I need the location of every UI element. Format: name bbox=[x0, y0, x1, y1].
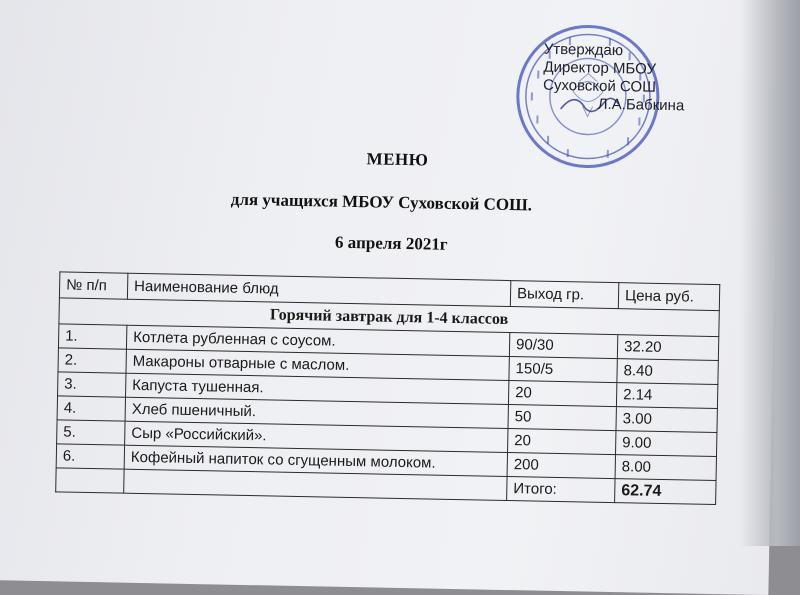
menu-table bbox=[55, 271, 720, 505]
row-portion: 20 bbox=[508, 429, 616, 455]
row-price: 32.20 bbox=[617, 335, 718, 361]
approval-line: Суховской СОШ bbox=[542, 76, 657, 96]
approval-signature-name: Л.А.Бабкина bbox=[597, 95, 685, 115]
row-dish: Макароны отварные с маслом. bbox=[126, 349, 509, 380]
row-dish: Капуста тушенная. bbox=[126, 373, 509, 404]
row-price: 3.00 bbox=[616, 407, 717, 433]
approval-line: Директор МБОУ bbox=[543, 58, 657, 78]
row-portion: 200 bbox=[507, 453, 615, 479]
row-price: 2.14 bbox=[616, 383, 717, 409]
row-number: 6. bbox=[56, 444, 124, 469]
row-portion: 150/5 bbox=[509, 357, 617, 383]
row-dish: Хлеб пшеничный. bbox=[125, 397, 508, 428]
row-number: 4. bbox=[57, 396, 125, 421]
row-dish: Котлета рубленная с соусом. bbox=[126, 325, 509, 356]
column-header-portion: Выход гр. bbox=[510, 281, 618, 309]
section-heading: Горячий завтрак для 1-4 классов bbox=[59, 298, 719, 337]
paper-edge-shadow bbox=[740, 0, 800, 546]
approval-block bbox=[543, 41, 686, 116]
column-header-number: № п/п bbox=[59, 272, 127, 299]
row-number: 1. bbox=[58, 324, 126, 349]
row-portion: 50 bbox=[508, 405, 616, 431]
row-number: 3. bbox=[58, 372, 126, 397]
total-label: Итого: bbox=[507, 477, 615, 503]
row-price: 9.00 bbox=[616, 431, 717, 457]
approval-line: Утверждаю bbox=[543, 40, 624, 60]
page-title: МЕНЮ bbox=[366, 149, 429, 170]
column-header-price: Цена руб. bbox=[618, 283, 719, 311]
row-portion: 20 bbox=[508, 381, 616, 407]
row-number: 5. bbox=[57, 420, 125, 445]
empty-cell bbox=[56, 468, 124, 493]
row-number: 2. bbox=[58, 348, 126, 373]
row-price: 8.40 bbox=[617, 359, 718, 385]
row-dish: Кофейный напиток со сгущенным молоком. bbox=[124, 445, 507, 476]
row-dish: Сыр «Российский». bbox=[125, 421, 508, 452]
row-portion: 90/30 bbox=[509, 333, 617, 359]
menu-date: 6 апреля 2021г bbox=[334, 232, 448, 254]
column-header-dish: Наименование блюд bbox=[127, 273, 510, 306]
page-subtitle: для учащихся МБОУ Суховской СОШ. bbox=[230, 189, 533, 215]
row-price: 8.00 bbox=[615, 455, 716, 481]
total-value: 62.74 bbox=[615, 479, 716, 505]
